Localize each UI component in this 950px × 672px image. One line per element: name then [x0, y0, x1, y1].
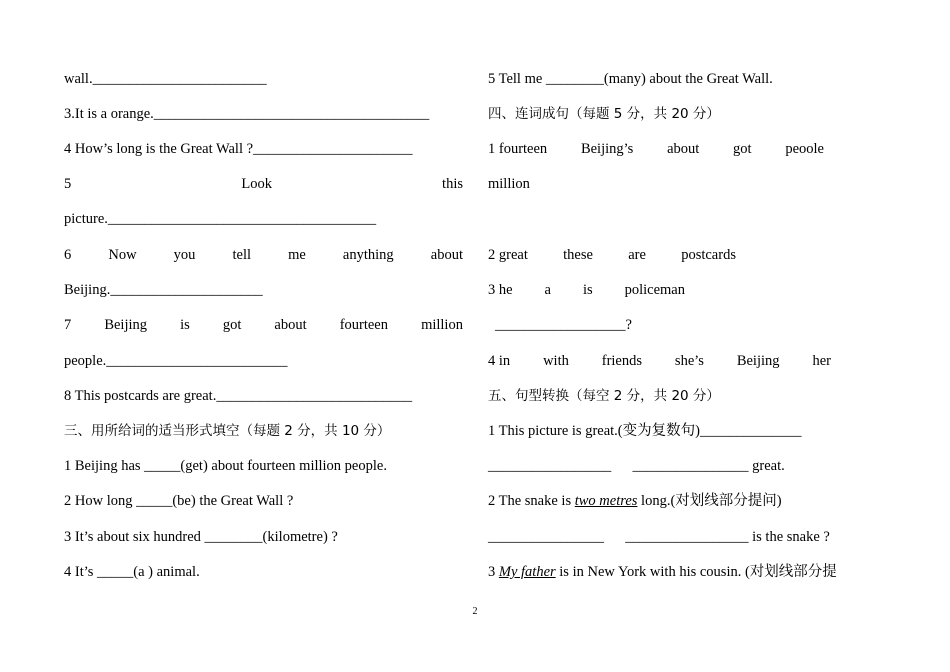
word: about	[430, 247, 463, 263]
word: peoole	[785, 141, 824, 157]
section-4-heading: 四、连词成句（每题 5 分，共 20 分）	[488, 106, 720, 122]
word: Look	[241, 176, 272, 192]
word: 2 great	[488, 247, 528, 263]
word: about	[667, 141, 700, 157]
word: her	[812, 353, 831, 369]
left-line-8: 8 This postcards are great.___________________________	[64, 388, 413, 404]
word: a	[544, 282, 551, 298]
word: got	[222, 317, 242, 333]
blank: _________________	[488, 458, 612, 474]
text: great.	[752, 458, 785, 474]
section-3-q1: 1 Beijing has _____(get) about fourteen million people.	[64, 458, 387, 474]
section-4-q4	[488, 351, 831, 371]
section-5-q1-blanks	[488, 456, 785, 476]
section-4-q3	[488, 280, 685, 300]
blank: ________________	[488, 529, 604, 545]
section-5-q2	[488, 491, 782, 511]
left-line-people: people._________________________	[64, 353, 288, 369]
word: are	[628, 247, 646, 263]
word: she’s	[674, 353, 704, 369]
word: you	[173, 247, 196, 263]
section-5-q2-blanks	[488, 527, 830, 547]
word: is	[582, 282, 593, 298]
left-line-3: 3.It is a orange.______________________________________	[64, 106, 430, 122]
section-3-q5: 5 Tell me ________(many) about the Great Wall.	[488, 71, 773, 87]
underlined-phrase: two metres	[574, 493, 638, 509]
left-line-7	[64, 315, 463, 335]
section-5-q1: 1 This picture is great.(变为复数句)______________	[488, 423, 802, 439]
page-number: 2	[472, 606, 478, 617]
word: fourteen	[339, 317, 388, 333]
left-line-picture: picture._____________________________________	[64, 211, 377, 227]
word: postcards	[681, 247, 736, 263]
word: 7	[64, 317, 72, 333]
word: 5	[64, 176, 72, 192]
word: 1 fourteen	[488, 141, 548, 157]
section-3-heading: 三、用所给词的适当形式填空（每题 2 分，共 10 分）	[64, 423, 391, 439]
blank: ________________	[632, 458, 749, 474]
word: 6	[64, 247, 72, 263]
text: long.(对划线部分提问)	[637, 493, 782, 509]
word: Beijing	[104, 317, 148, 333]
section-4-q2	[488, 245, 736, 265]
left-line-6	[64, 245, 463, 265]
left-line-4: 4 How’s long is the Great Wall ?______________________	[64, 141, 413, 157]
section-5-q3	[488, 562, 837, 582]
word: about	[274, 317, 307, 333]
word: 4 in	[488, 353, 511, 369]
left-line-wall: wall.________________________	[64, 71, 267, 87]
word: me	[288, 247, 306, 263]
blank: _________________	[625, 529, 749, 545]
text: is in New York with his cousin. (对划线部分提	[555, 564, 837, 580]
section-5-heading: 五、句型转换（每空 2 分，共 20 分）	[488, 388, 720, 404]
text: is the snake ?	[752, 529, 830, 545]
underlined-phrase: My father	[498, 564, 556, 580]
left-line-beijing: Beijing._____________________	[64, 282, 263, 298]
word: Beijing’s	[580, 141, 634, 157]
word: this	[442, 176, 463, 192]
text: 2 The snake is	[488, 493, 575, 509]
section-4-q1-cont: million	[488, 176, 530, 192]
word: anything	[342, 247, 394, 263]
word: million	[421, 317, 463, 333]
word: is	[180, 317, 190, 333]
word: got	[733, 141, 752, 157]
word: policeman	[624, 282, 685, 298]
word: these	[563, 247, 593, 263]
section-3-q3: 3 It’s about six hundred ________(kilometre) ?	[64, 529, 338, 545]
text: 3	[488, 564, 499, 580]
section-3-q4: 4 It’s _____(a ) animal.	[64, 564, 200, 580]
word: Now	[108, 247, 137, 263]
word: 3 he	[488, 282, 513, 298]
word: with	[543, 353, 569, 369]
section-3-q2: 2 How long _____(be) the Great Wall ?	[64, 493, 294, 509]
left-line-5	[64, 174, 463, 194]
section-4-q1	[488, 139, 824, 159]
word: Beijing	[736, 353, 780, 369]
section-4-q3-blank: __________________?	[495, 317, 632, 333]
word: tell	[232, 247, 252, 263]
word: friends	[601, 353, 643, 369]
